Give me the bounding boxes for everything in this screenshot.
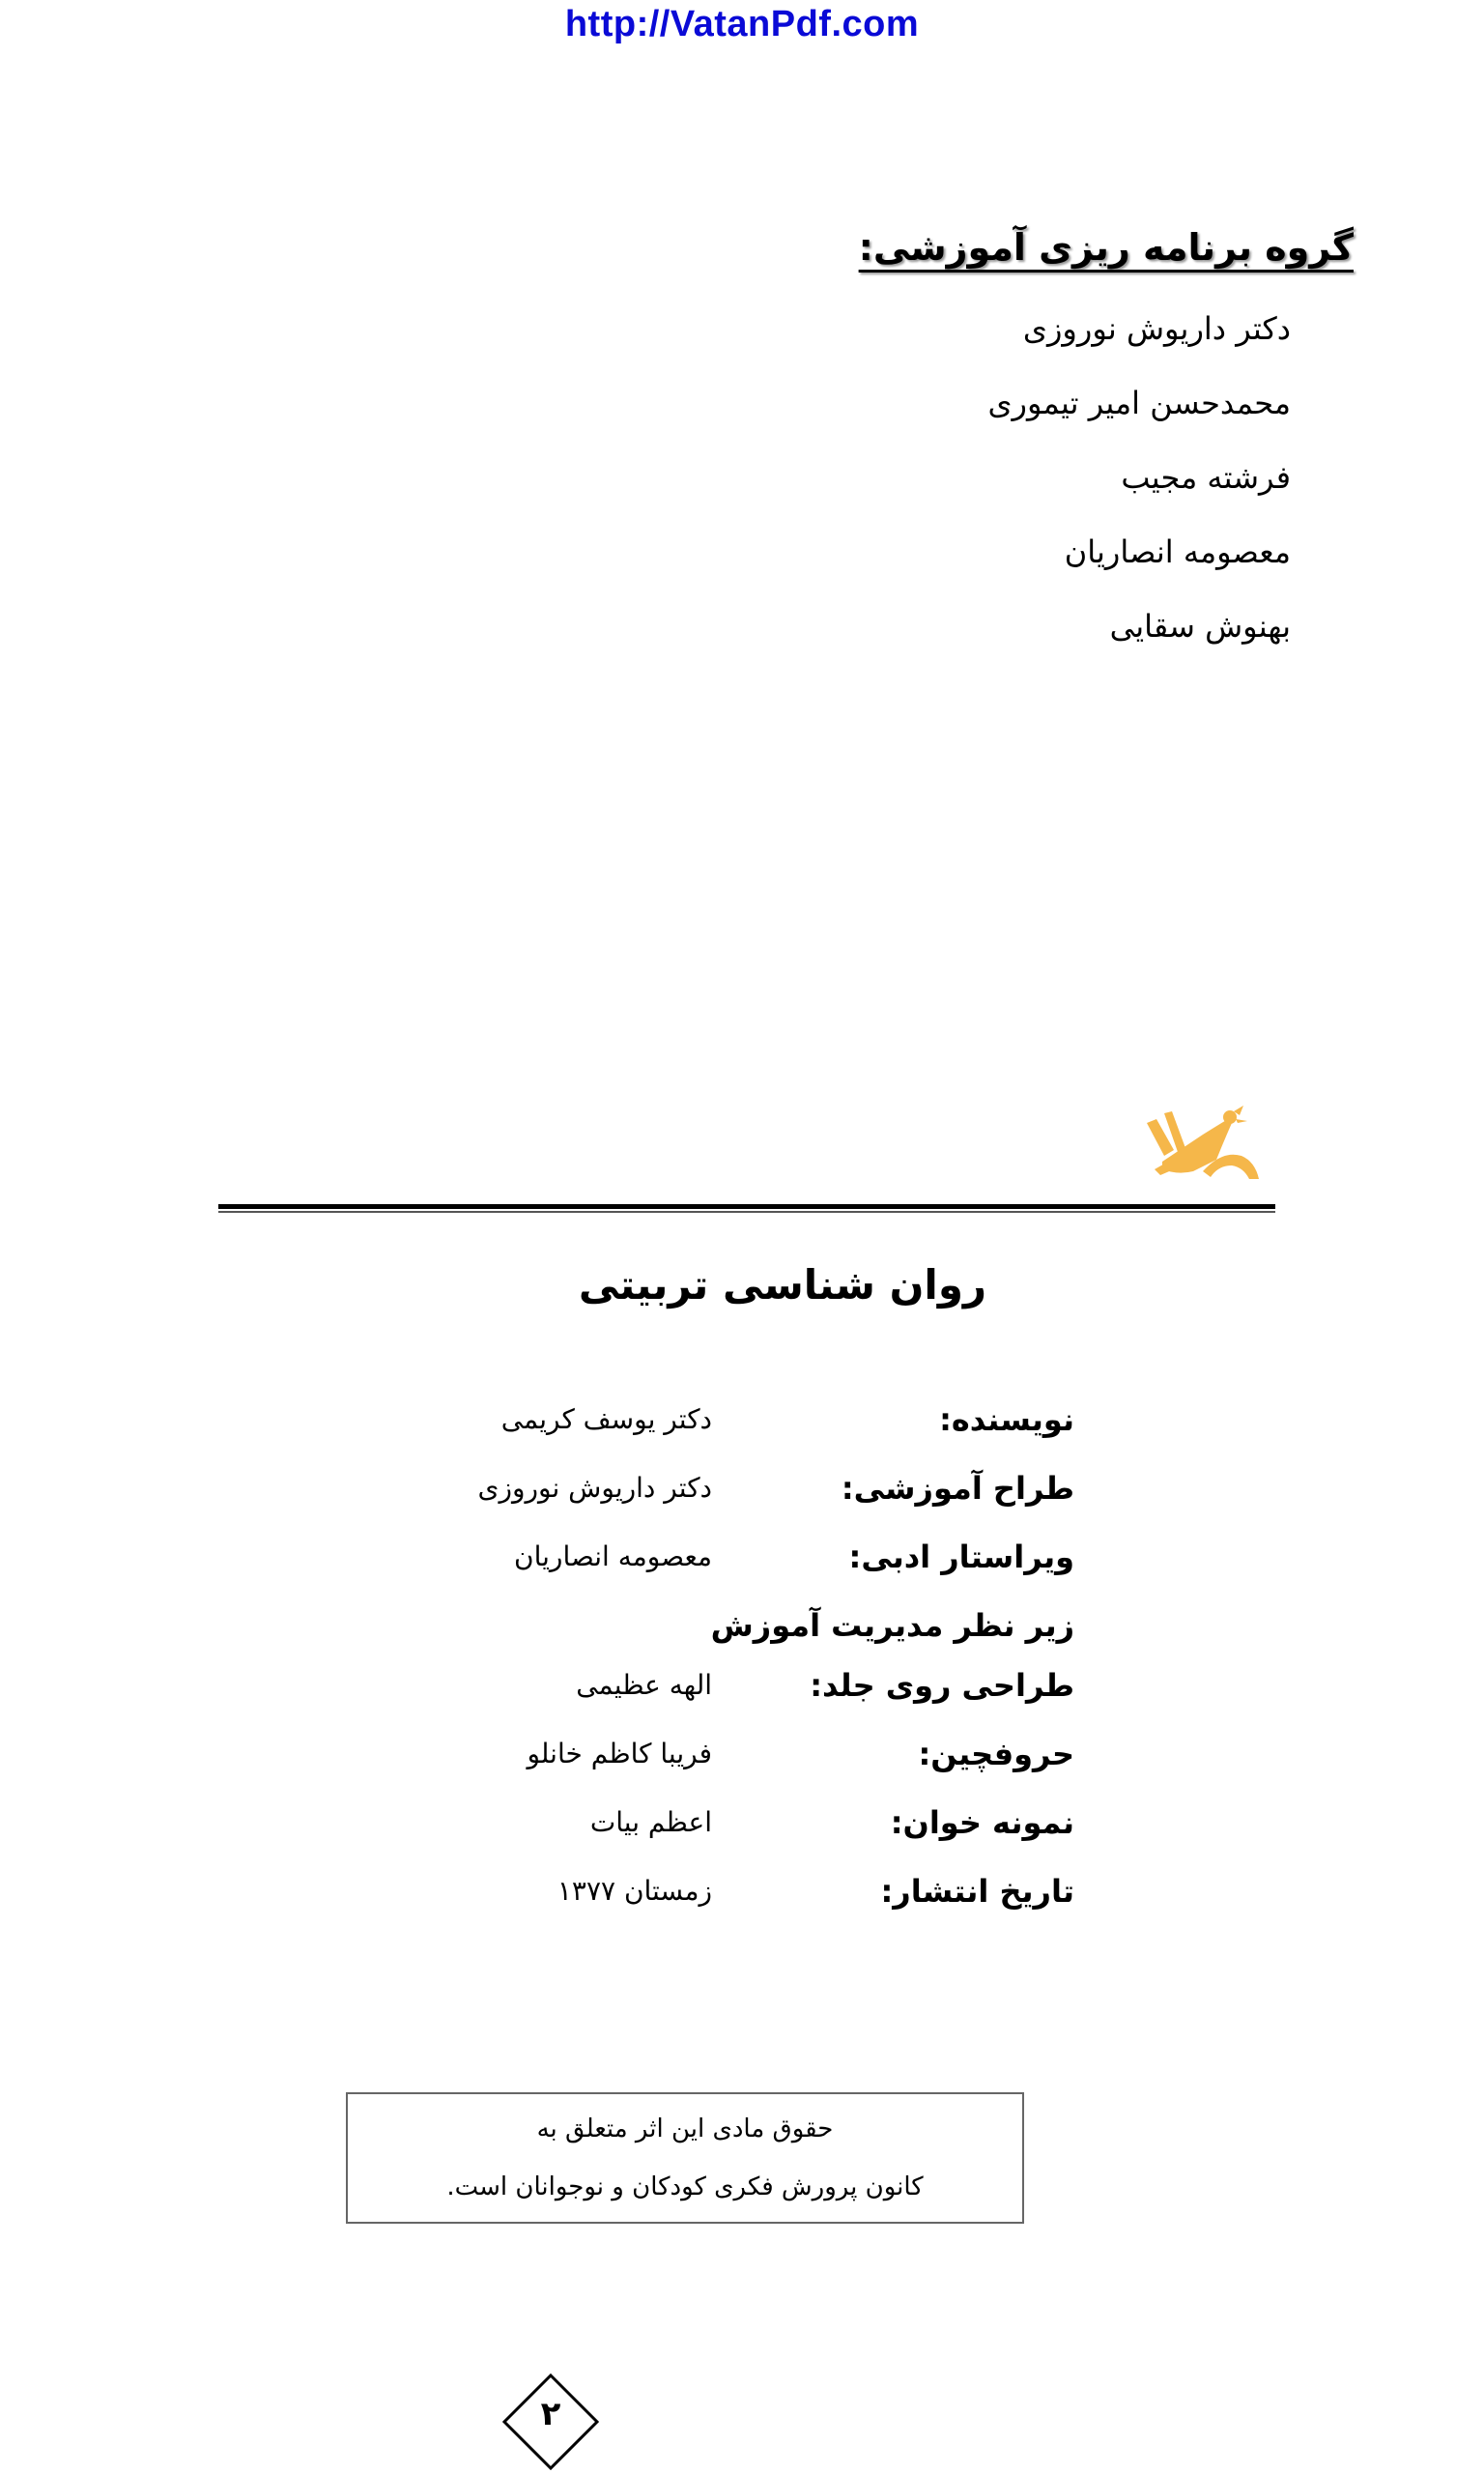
credit-label: ویراستار ادبی: <box>848 1539 1074 1575</box>
credit-label: حروفچین: <box>918 1736 1074 1772</box>
planning-group-member: دکتر داریوش نوروزی <box>1022 310 1291 347</box>
credit-label: طراحی روی جلد: <box>810 1667 1074 1704</box>
credit-label: زیر نظر مدیریت آموزش <box>710 1607 1074 1644</box>
book-title: روان شناسی تربیتی <box>578 1261 987 1309</box>
page-number <box>502 2373 599 2470</box>
planning-group-member: محمدحسن امیر تیموری <box>987 385 1291 421</box>
credit-value: دکتر داریوش نوروزی <box>477 1472 712 1504</box>
credit-label: طراح آموزشی: <box>841 1470 1074 1507</box>
kanoon-bird-logo-icon <box>1135 1102 1270 1189</box>
rights-notice-box <box>346 2092 1024 2224</box>
credit-value: زمستان ۱۳۷۷ <box>556 1875 712 1907</box>
planning-group-member: معصومه انصاریان <box>1064 533 1291 570</box>
credit-value: دکتر یوسف کریمی <box>500 1403 712 1435</box>
watermark-link[interactable]: http://VatanPdf.com <box>564 4 920 44</box>
credit-label: تاریخ انتشار: <box>880 1873 1074 1910</box>
credit-value: فریبا کاظم خانلو <box>527 1738 712 1769</box>
credit-value: الهه عظیمی <box>576 1669 712 1701</box>
section-divider <box>218 1204 1275 1213</box>
planning-group-member: بهنوش سقایی <box>1109 608 1291 645</box>
credit-label: نویسنده: <box>939 1401 1074 1438</box>
rights-notice-line: کانون پرورش فکری کودکان و نوجوانان است. <box>446 2172 924 2201</box>
page-number-text: ۲ <box>540 2395 561 2433</box>
planning-group-title: گروه برنامه ریزی آموزشی: <box>858 226 1354 269</box>
rights-notice-line: حقوق مادی این اثر متعلق به <box>536 2114 834 2143</box>
credit-value: معصومه انصاریان <box>514 1540 712 1572</box>
planning-group-list <box>987 304 1291 676</box>
planning-group-member: فرشته مجیب <box>1121 459 1291 496</box>
credit-label: نمونه خوان: <box>890 1804 1074 1841</box>
credit-value: اعظم بیات <box>589 1806 712 1838</box>
